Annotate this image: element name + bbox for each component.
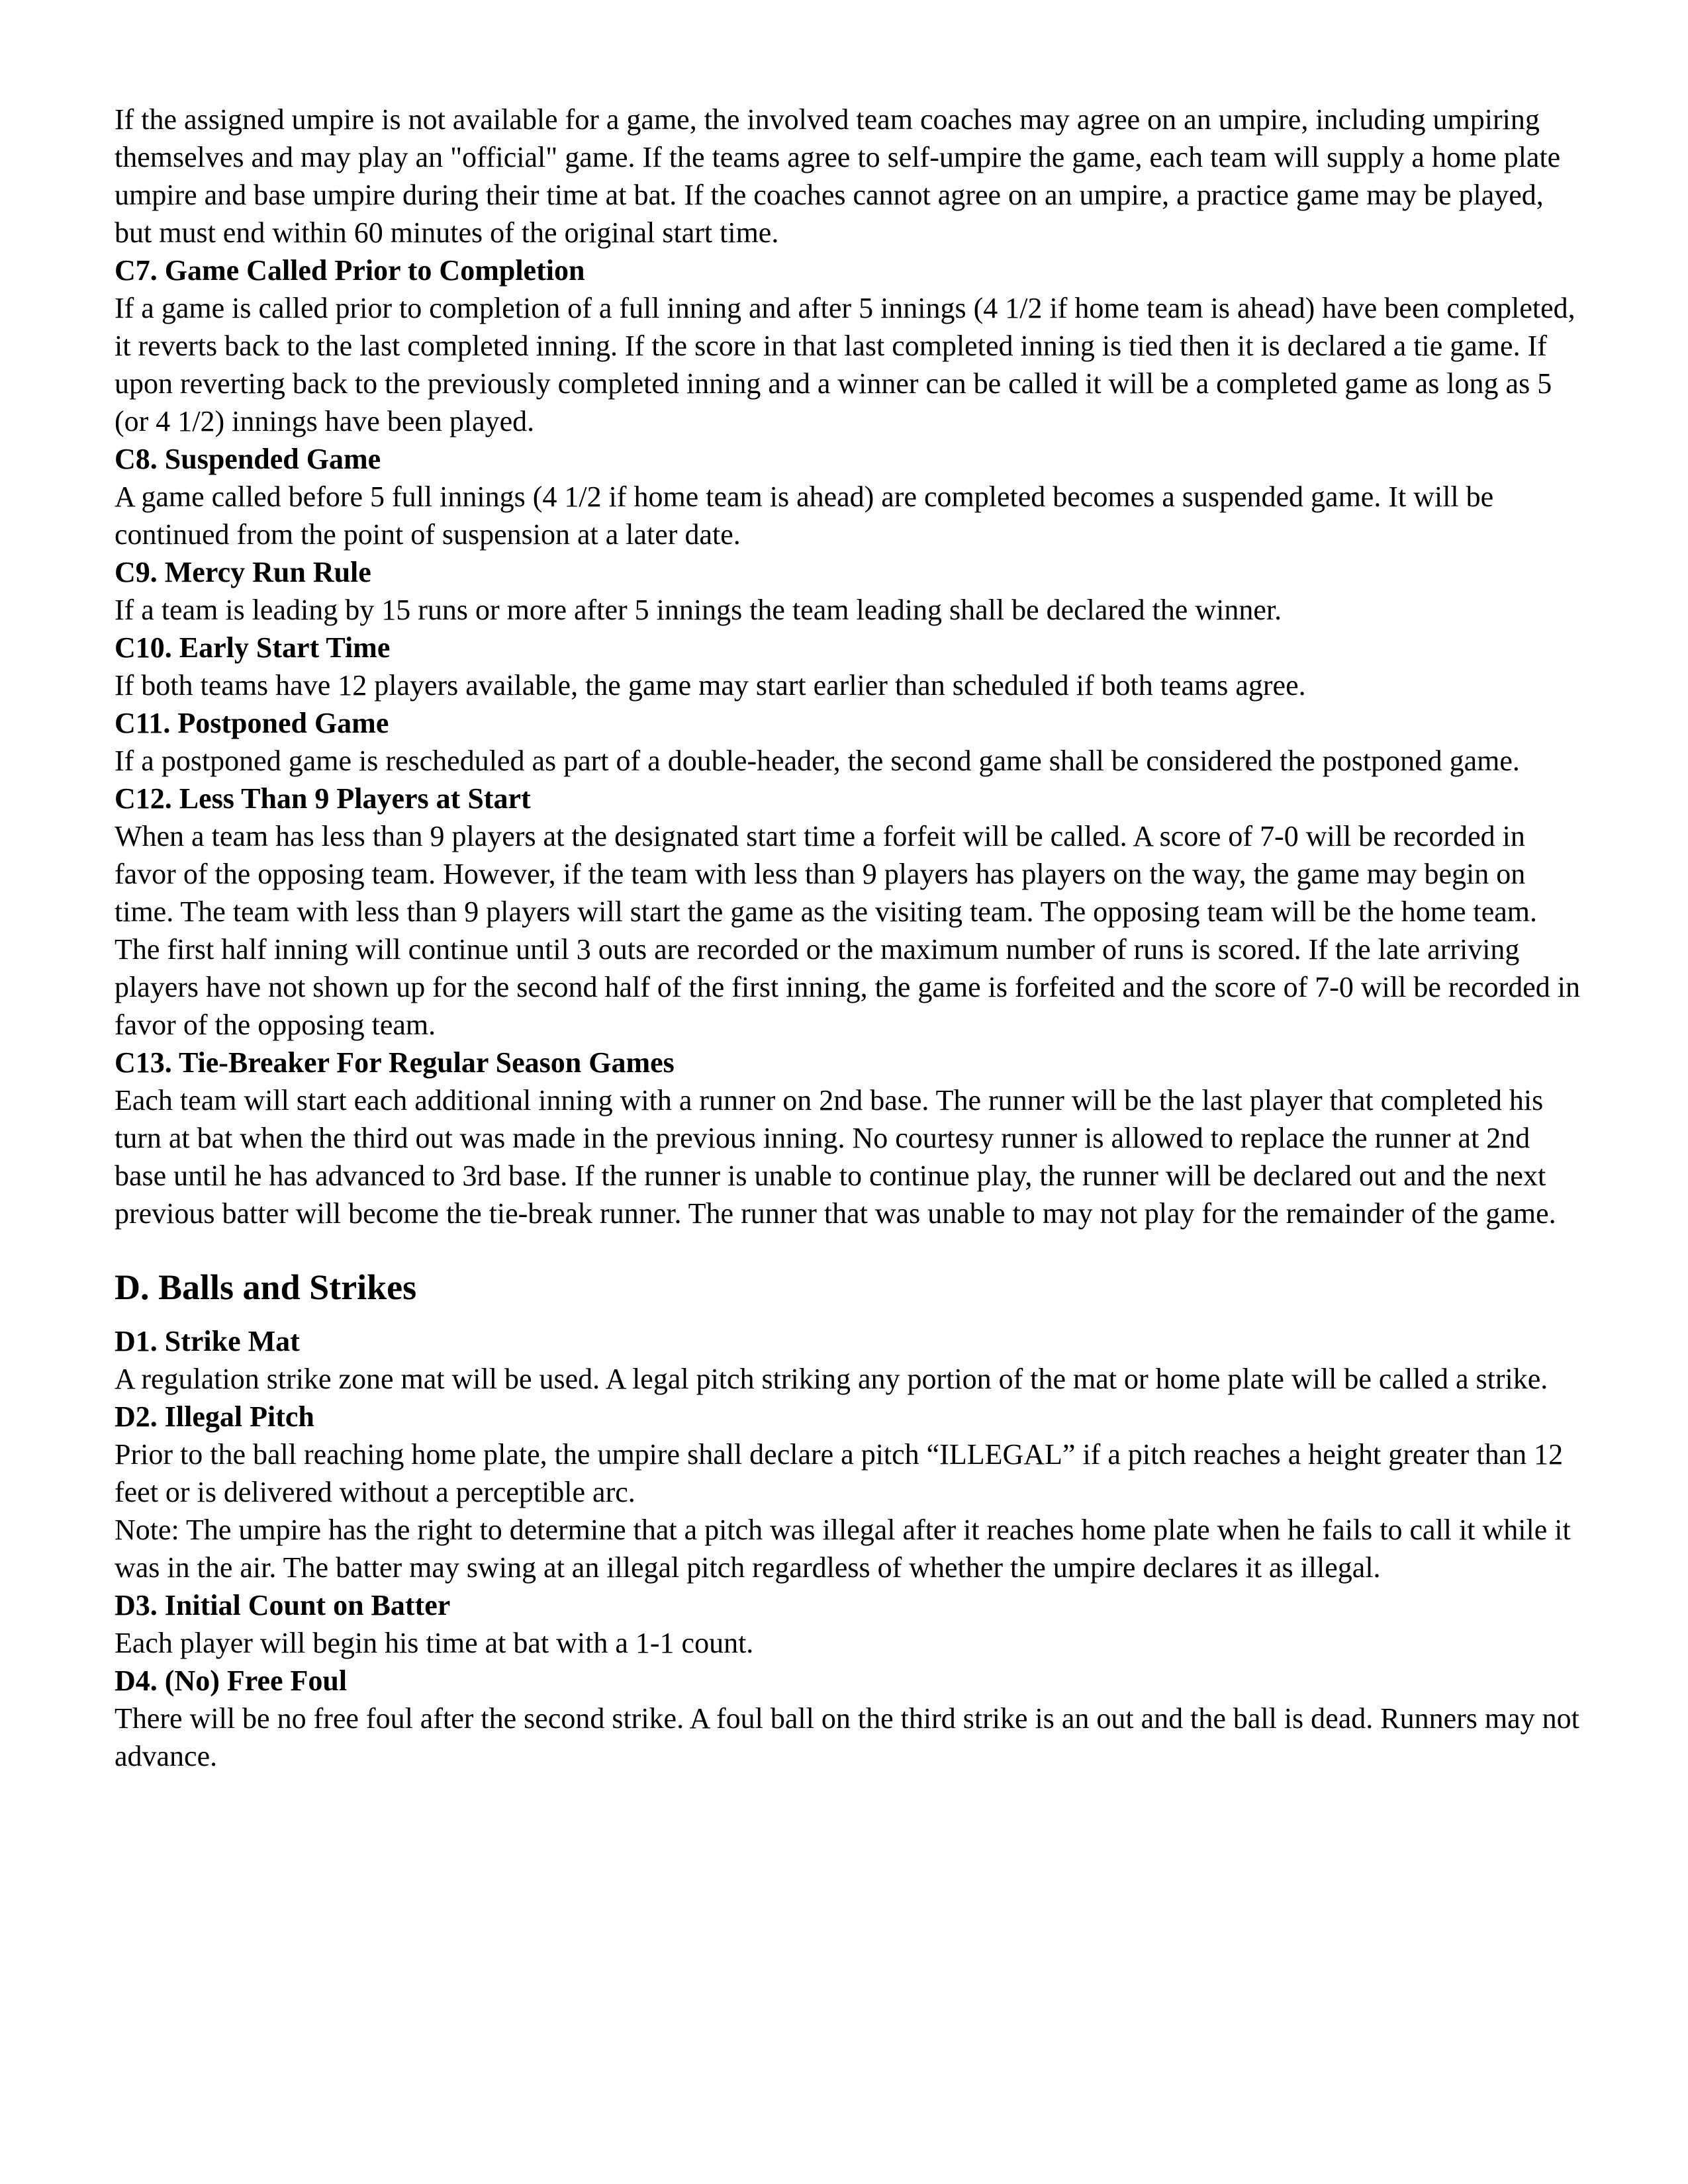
rule-paragraph-c7: If a game is called prior to completion of a full inning and after 5 innings (4 1/2 if home team is ahead) have been completed, it reverts back to the last completed inning. If the score in that last completed inning is tied then it is declared a tie game. If upon reverting back to the previously completed inning and a winner can be called it will be a completed game as long as 5 (or 4 1/2) innings have been played.	[115, 292, 1575, 437]
rule-heading-d3: D3. Initial Count on Batter	[115, 1589, 451, 1621]
rule-heading-c7: C7. Game Called Prior to Completion	[115, 254, 585, 287]
rule-paragraph-d3: Each player will begin his time at bat with a 1-1 count.	[115, 1627, 754, 1659]
rule-paragraph-d4: There will be no free foul after the second strike. A foul ball on the third strike is an out and the ball is dead. Runners may not advance.	[115, 1702, 1579, 1772]
rule-paragraph-c13: Each team will start each additional inning with a runner on 2nd base. The runner will be the last player that completed his turn at bat when the third out was made in the previous inning. No courtesy runner is allowed to replace the runner at 2nd base until he has advanced to 3rd base. If the runner is unable to continue play, the runner will be declared out and the next previous batter will become the tie-break runner. The runner that was unable to may not play for the remainder of the game.	[115, 1084, 1556, 1230]
rule-paragraph-c12: When a team has less than 9 players at the designated start time a forfeit will be called. A score of 7-0 will be recorded in favor of the opposing team. However, if the team with less than 9 players has players on the way, the game may begin on time. The team with less than 9 players will start the game as the visiting team. The opposing team will be the home team. The first half inning will continue until 3 outs are recorded or the maximum number of runs is scored. If the late arriving players have not shown up for the second half of the first inning, the game is forfeited and the score of 7-0 will be recorded in favor of the opposing team.	[115, 820, 1580, 1041]
rule-heading-c11: C11. Postponed Game	[115, 707, 389, 739]
rule-heading-c13: C13. Tie-Breaker For Regular Season Games	[115, 1046, 675, 1079]
rule-heading-d1: D1. Strike Mat	[115, 1325, 300, 1357]
rule-heading-c9: C9. Mercy Run Rule	[115, 556, 371, 588]
rule-paragraph-c8: A game called before 5 full innings (4 1/2 if home team is ahead) are completed becomes a suspended game. It will be continued from the point of suspension at a later date.	[115, 480, 1494, 551]
rule-paragraph-d2-note: Note: The umpire has the right to determine that a pitch was illegal after it reaches home plate when he fails to call it while it was in the air. The batter may swing at an illegal pitch regardless of whether the umpire declares it as illegal.	[115, 1514, 1571, 1584]
intro-paragraph: If the assigned umpire is not available for a game, the involved team coaches may agree on an umpire, including umpiring themselves and may play an "official" game. If the teams agree to self-umpire the game, each team will supply a home plate umpire and base umpire during their time at bat. If the coaches cannot agree on an umpire, a practice game may be played, but must end within 60 minutes of the original start time.	[115, 103, 1561, 249]
document-content	[115, 101, 1584, 1775]
rule-paragraph-d1: A regulation strike zone mat will be used. A legal pitch striking any portion of the mat or home plate will be called a strike.	[115, 1363, 1548, 1395]
rule-heading-c10: C10. Early Start Time	[115, 631, 391, 664]
rule-paragraph-c10: If both teams have 12 players available, the game may start earlier than scheduled if both teams agree.	[115, 669, 1306, 702]
rule-heading-c12: C12. Less Than 9 Players at Start	[115, 782, 531, 815]
section-heading-d: D. Balls and Strikes	[115, 1267, 417, 1307]
rule-heading-d2: D2. Illegal Pitch	[115, 1400, 314, 1433]
rule-paragraph-c11: If a postponed game is rescheduled as part of a double-header, the second game shall be considered the postponed game.	[115, 745, 1520, 777]
rule-heading-c8: C8. Suspended Game	[115, 443, 381, 475]
rule-paragraph-c9: If a team is leading by 15 runs or more after 5 innings the team leading shall be declared the winner.	[115, 594, 1282, 626]
rule-heading-d4: D4. (No) Free Foul	[115, 1664, 348, 1697]
rule-paragraph-d2: Prior to the ball reaching home plate, the umpire shall declare a pitch “ILLEGAL” if a pitch reaches a height greater than 12 feet or is delivered without a perceptible arc.	[115, 1438, 1564, 1508]
